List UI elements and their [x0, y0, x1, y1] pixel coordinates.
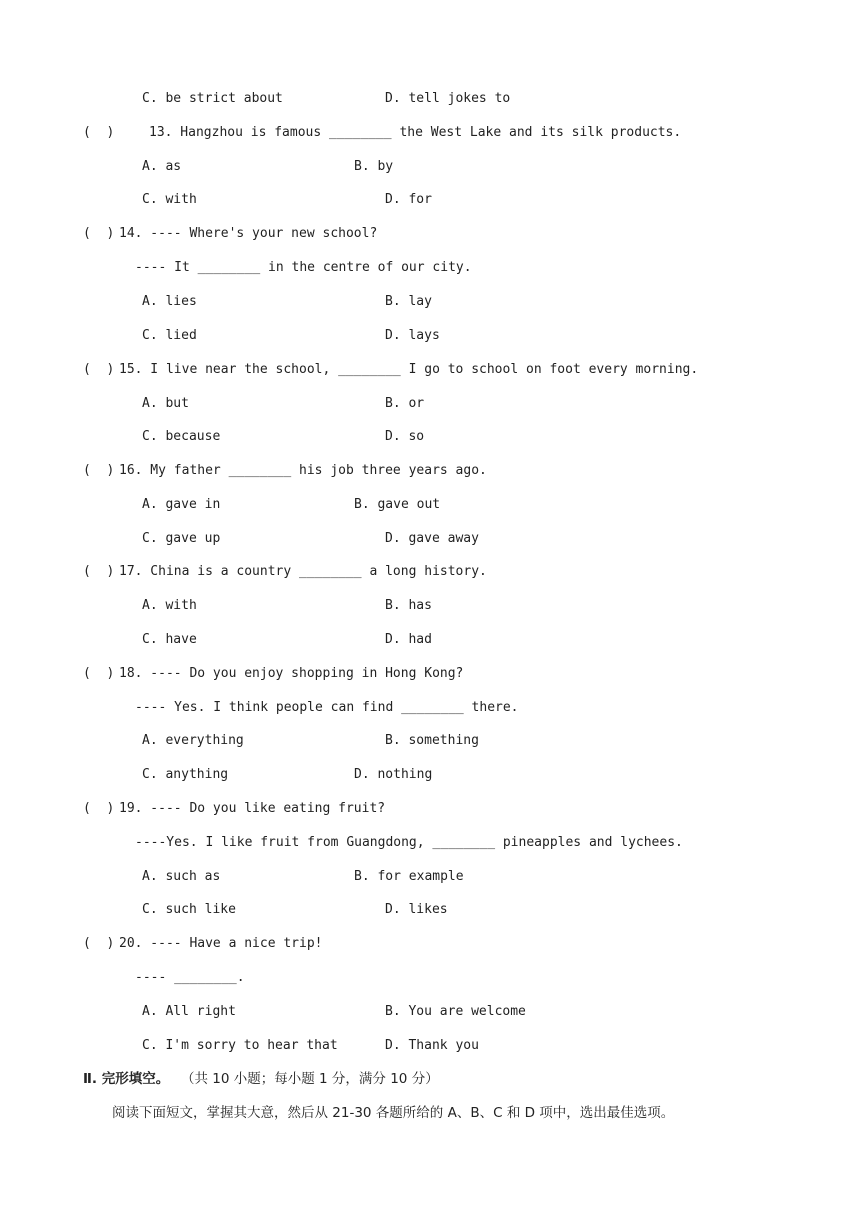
q18-option-b: B. something [385, 733, 479, 748]
q14-option-b: B. lay [385, 294, 432, 309]
q16-option-d: D. gave away [385, 531, 479, 546]
q13-option-c: C. with [142, 192, 197, 207]
q18-option-c: C. anything [142, 767, 229, 782]
q13-option-a: A. as [142, 159, 182, 174]
q19-option-b: B. for example [354, 869, 464, 884]
q19-option-d: D. likes [385, 902, 448, 917]
q13-answer-blank: ( ) [83, 125, 115, 140]
q20-option-b: B. You are welcome [385, 1004, 526, 1019]
q19-answer-blank: ( ) [83, 801, 115, 816]
q14-option-d: D. lays [385, 328, 440, 343]
q20-answer-blank: ( ) [83, 936, 115, 951]
q14-stem: 14. ---- Where's your new school? [119, 226, 378, 241]
q19-option-a: A. such as [142, 869, 221, 884]
q12-option-d: D. tell jokes to [385, 91, 511, 106]
q18-option-d: D. nothing [354, 767, 433, 782]
q17-option-a: A. with [142, 598, 197, 613]
q18-reply: ---- Yes. I think people can find ________ there. [135, 700, 519, 715]
q14-reply: ---- It ________ in the centre of our city. [135, 260, 472, 275]
q17-option-c: C. have [142, 632, 197, 647]
q16-stem: 16. My father ________ his job three years ago. [119, 463, 487, 478]
q12-option-c: C. be strict about [142, 91, 283, 106]
q14-option-a: A. lies [142, 294, 197, 309]
q17-option-d: D. had [385, 632, 432, 647]
q20-stem: 20. ---- Have a nice trip! [119, 936, 323, 951]
section-heading: Ⅱ. 完形填空。 [83, 1071, 170, 1087]
q15-option-d: D. so [385, 429, 425, 444]
q18-answer-blank: ( ) [83, 666, 115, 681]
q14-option-c: C. lied [142, 328, 197, 343]
q16-option-a: A. gave in [142, 497, 221, 512]
q16-option-b: B. gave out [354, 497, 441, 512]
section-score-note: （共 10 小题；每小题 1 分，满分 10 分） [181, 1071, 439, 1087]
q17-stem: 17. China is a country ________ a long history. [119, 564, 487, 579]
q17-answer-blank: ( ) [83, 564, 115, 579]
q20-reply: ---- ________. [135, 970, 245, 985]
q15-stem: 15. I live near the school, ________ I go to school on foot every morning. [119, 362, 699, 377]
q14-answer-blank: ( ) [83, 226, 115, 241]
q19-reply: ----Yes. I like fruit from Guangdong, ________ pineapples and lychees. [135, 835, 683, 850]
section-instruction: 阅读下面短文，掌握其大意，然后从 21-30 各题所给的 A、B、C 和 D 项中，选出最佳选项。 [112, 1105, 675, 1121]
q19-option-c: C. such like [142, 902, 236, 917]
q13-option-b: B. by [354, 159, 394, 174]
q20-option-a: A. All right [142, 1004, 236, 1019]
q16-option-c: C. gave up [142, 531, 221, 546]
q18-stem: 18. ---- Do you enjoy shopping in Hong Kong? [119, 666, 464, 681]
q15-option-c: C. because [142, 429, 221, 444]
q16-answer-blank: ( ) [83, 463, 115, 478]
q15-option-a: A. but [142, 396, 189, 411]
q19-stem: 19. ---- Do you like eating fruit? [119, 801, 386, 816]
q20-option-c: C. I'm sorry to hear that [142, 1038, 338, 1053]
q20-option-d: D. Thank you [385, 1038, 479, 1053]
q15-answer-blank: ( ) [83, 362, 115, 377]
q13-option-d: D. for [385, 192, 432, 207]
q18-option-a: A. everything [142, 733, 244, 748]
q15-option-b: B. or [385, 396, 425, 411]
q17-option-b: B. has [385, 598, 432, 613]
q13-stem: 13. Hangzhou is famous ________ the West Lake and its silk products. [149, 125, 682, 140]
